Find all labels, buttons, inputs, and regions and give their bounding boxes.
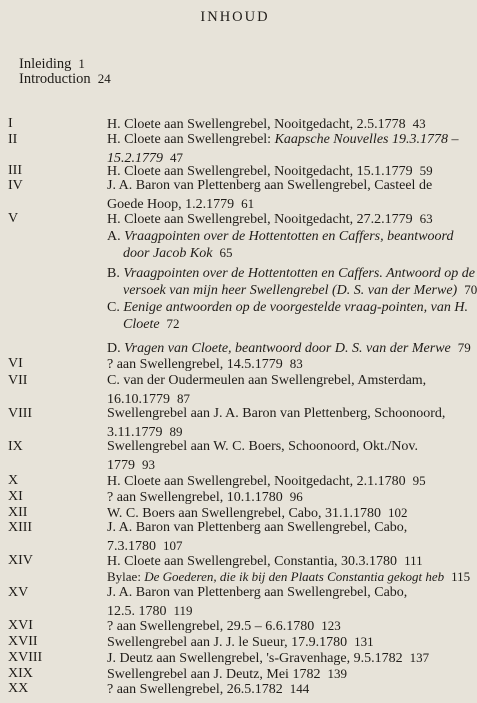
intro-item-inleiding: Inleiding 1 [19,56,85,72]
toc-subentry-v-c: C. Eenige antwoorden op de voorgestelde vraag-pointen, van H. Cloete 72 [107,300,468,332]
toc-entry-ii: II H. Cloete aan Swellengrebel: Kaapsche Nouvelles 19.3.1778 – 15.2.1779 47 [8,132,459,166]
toc-entry-xii: XII W. C. Boers aan Swellengrebel, Cabo, 31.1.1780 102 [8,505,408,521]
toc-entry-i: I H. Cloete aan Swellengrebel, Nooitgedacht, 2.5.1778 43 [8,116,426,132]
toc-entry-viii: VIII Swellengrebel aan J. A. Baron van Plettenberg, Schoonoord, 3.11.1779 89 [8,406,446,440]
toc-subentry-v-a: A. Vraagpointen over de Hottentotten en Caffers, beantwoord door Jacob Kok 65 [107,229,454,261]
toc-entry-xvii: XVII Swellengrebel aan J. J. le Sueur, 17.9.1780 131 [8,634,374,650]
toc-entry-vi: VI ? aan Swellengrebel, 14.5.1779 83 [8,356,303,372]
toc-subentry-v-d: D. Vragen van Cloete, beantwoord door D. S. van der Merwe 79 [107,340,471,356]
toc-entry-ix: IX Swellengrebel aan W. C. Boers, Schoonoord, Okt./Nov. 1779 93 [8,439,418,473]
toc-entry-x: X H. Cloete aan Swellengrebel, Nooitgedacht, 2.1.1780 95 [8,473,426,489]
toc-entry-iii: III H. Cloete aan Swellengrebel, Nooitgedacht, 15.1.1779 59 [8,163,433,179]
toc-entry-xiii: XIII J. A. Baron van Plettenberg aan Swellengrebel, Cabo, 7.3.1780 107 [8,520,408,554]
toc-entry-xvi: XVI ? aan Swellengrebel, 29.5 – 6.6.1780 123 [8,618,341,634]
toc-entry-xv: XV J. A. Baron van Plettenberg aan Swellengrebel, Cabo, 12.5. 1780 119 [8,585,408,619]
toc-entry-xviii: XVIII J. Deutz aan Swellengrebel, 's-Gravenhage, 9.5.1782 137 [8,650,430,666]
intro-item-introduction: Introduction 24 [19,71,111,87]
toc-entry-iv: IV J. A. Baron van Plettenberg aan Swellengrebel, Casteel de Goede Hoop, 1.2.1779 61 [8,178,433,212]
toc-entry-xi: XI ? aan Swellengrebel, 10.1.1780 96 [8,489,303,505]
toc-bylae: Bylae: De Goederen, die ik bij den Plaats Constantia gekogt heb 115 [107,569,471,584]
toc-entry-xiv: XIV H. Cloete aan Swellengrebel, Constantia, 30.3.1780 111 [8,553,423,569]
page-title: INHOUD [200,9,270,25]
toc-entry-v: V H. Cloete aan Swellengrebel, Nooitgedacht, 27.2.1779 63 [8,211,433,227]
toc-entry-xx: XX ? aan Swellengrebel, 26.5.1782 144 [8,681,310,697]
toc-entry-xix: XIX Swellengrebel aan J. Deutz, Mei 1782 139 [8,666,347,682]
toc-entry-vii: VII C. van der Oudermeulen aan Swellengrebel, Amsterdam, 16.10.1779 87 [8,373,427,407]
toc-subentry-v-b: B. Vraagpointen over de Hottentotten en Caffers. Antwoord op de versoek van mijn heer Swellengrebel (D. S. van der Merwe) 70 [107,266,477,298]
